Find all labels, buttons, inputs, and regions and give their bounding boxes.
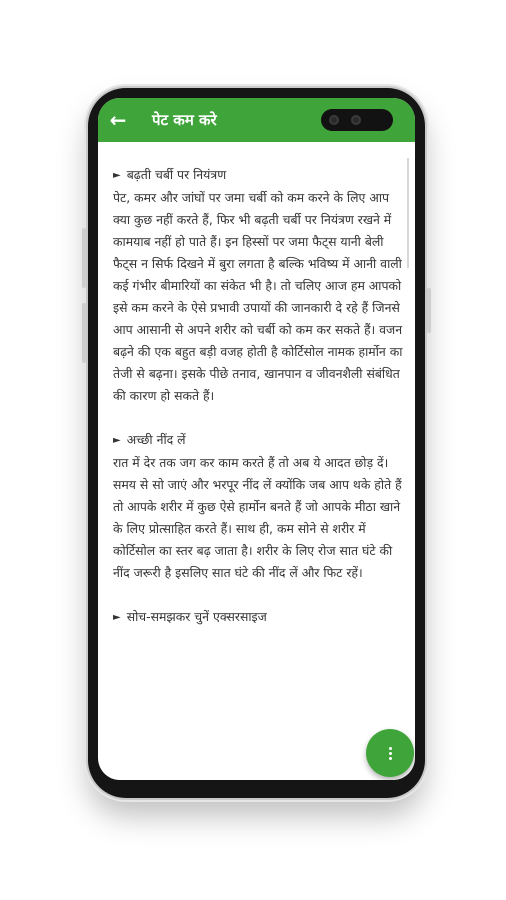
section-heading — [113, 606, 403, 629]
screen — [98, 98, 415, 780]
app-bar — [98, 98, 415, 142]
scrollbar[interactable] — [407, 158, 409, 268]
section-paragraph: पेट, कमर और जांघों पर जमा चर्बी को कम करने के लिए आप क्या कुछ नहीं करते हैं, फिर भी बढ़ती चर्बी पर नियंत्रण रखने में कामयाब नहीं हो पाते हैं। इन हिस्सों पर जमा फैट्स यानी बेली फैट्स न सिर्फ दिखने में बुरा लगता है बल्कि भविष्य में आनी वाली कई गंभीर बीमारियों का संकेत भी है। तो चलिए आज हम आपको इसे कम करने के ऐसे प्रभावी उपायों की जानकारी दे रहे हैं जिनसे आप आसानी से अपने शरीर को चर्बी को कम कर सकते हैं। वजन बढ़ने की एक बहुत बड़ी वजह होती है कोर्टिसोल नामक हार्मोन का तेजी से बढ़ना। इसके पीछे तनाव, खानपान व जीवनशैली संबंधित की कारण हो सकते हैं। — [113, 190, 403, 403]
bullet-arrow-icon: ► — [113, 435, 121, 446]
more-vert-icon — [389, 746, 392, 761]
more-options-fab[interactable] — [366, 729, 414, 777]
camera-cutout — [321, 109, 393, 131]
volume-up-button — [82, 228, 86, 288]
bullet-arrow-icon: ► — [113, 170, 121, 181]
back-arrow-icon[interactable]: ← — [109, 108, 127, 132]
power-button — [427, 288, 431, 333]
section-heading — [113, 164, 403, 187]
section-heading-text: सोच-समझकर चुनें एक्सरसाइज — [126, 609, 267, 624]
front-camera-icon — [329, 115, 339, 125]
bullet-arrow-icon: ► — [113, 612, 121, 623]
front-camera-icon — [351, 115, 361, 125]
section-paragraph: रात में देर तक जग कर काम करते हैं तो अब ये आदत छोड़ दें। समय से सो जाएं और भरपूर नींद लें क्योंकि जब आप थके होते हैं तो आपके शरीर में कुछ ऐसे हार्मोन बनते हैं जो आपके मीठा खाने के लिए प्रोत्साहित करते हैं। साथ ही, कम सोने से शरीर में कोर्टिसोल का स्तर बढ़ जाता है। शरीर के लिए रोज सात घंटे की नींद जरूरी है इसलिए सात घंटे की नींद लें और फिट रहें। — [113, 455, 402, 580]
page-title: पेट कम करे — [152, 111, 217, 129]
section-heading-text: अच्छी नींद लें — [126, 432, 186, 447]
section-heading-text: बढ़ती चर्बी पर नियंत्रण — [126, 167, 227, 182]
phone-frame — [88, 88, 425, 798]
section-heading — [113, 429, 403, 452]
content-fade — [98, 764, 415, 780]
volume-down-button — [82, 303, 86, 363]
article-content — [113, 164, 403, 629]
